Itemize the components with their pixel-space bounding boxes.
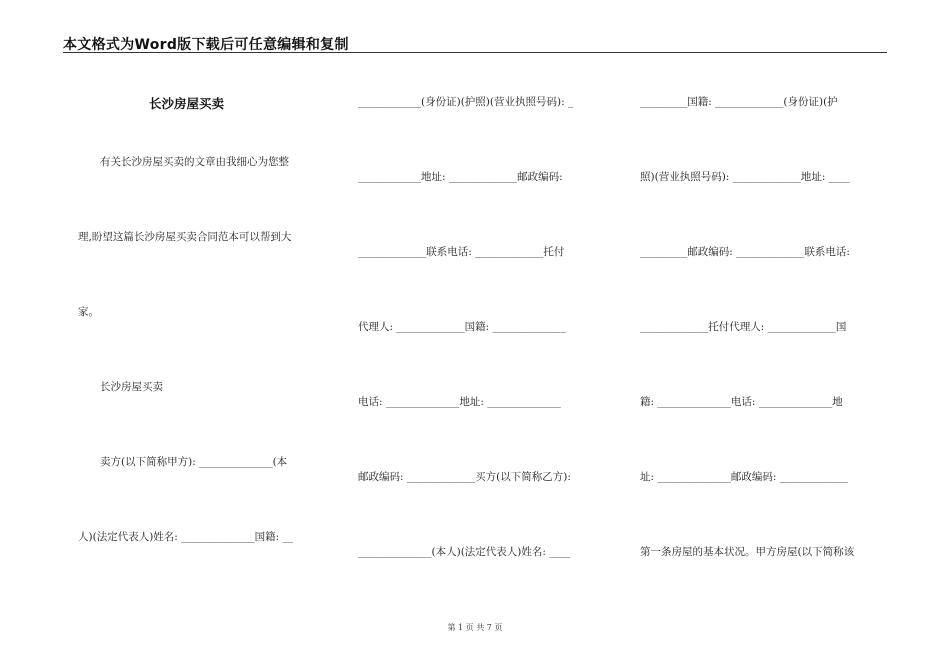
document-title: 长沙房屋买卖 — [149, 96, 225, 111]
paragraph-line: _____________托付代理人: _____________国 — [640, 321, 847, 333]
paragraph-line: ____________地址: _____________邮政编码: — [358, 171, 563, 183]
paragraph-line: _________邮政编码: _____________联系电话: — [640, 246, 850, 258]
paragraph-line: 籍: ______________电话: ______________地 — [640, 396, 843, 408]
paragraph-line: 家。 — [78, 306, 99, 318]
document-banner: 本文格式为Word版下载后可任意编辑和复制 — [63, 37, 349, 53]
section-heading: 长沙房屋买卖 — [100, 381, 163, 393]
paragraph-line: 址: ______________邮政编码: _____________ — [640, 471, 849, 483]
paragraph-line: ____________(身份证)(护照)(营业执照号码): _ — [358, 96, 574, 108]
paragraph-line: 卖方(以下简称甲方): ______________(本 — [100, 456, 288, 468]
paragraph-line: ______________(本人)(法定代表人)姓名: ____ — [358, 546, 571, 558]
paragraph-line: 第一条房屋的基本状况。甲方房屋(以下简称该 — [640, 546, 855, 558]
paragraph-line: 理,盼望这篇长沙房屋买卖合同范本可以帮到大 — [78, 231, 292, 243]
paragraph-line: 有关长沙房屋买卖的文章由我细心为您整 — [100, 156, 289, 168]
paragraph-line: 代理人: _____________国籍: ______________ — [358, 321, 567, 333]
paragraph-line: 照)(营业执照号码): _____________地址: ____ — [640, 171, 850, 183]
header-rule — [63, 52, 887, 53]
paragraph-line: 邮政编码: _____________买方(以下简称乙方): — [358, 471, 571, 483]
paragraph-line: 电话: ______________地址: ______________ — [358, 396, 561, 408]
page-indicator: 第 1 页 共 7 页 — [447, 623, 503, 632]
paragraph-line: _________国籍: _____________(身份证)(护 — [640, 96, 838, 108]
paragraph-line: _____________联系电话: _____________托付 — [358, 246, 565, 258]
paragraph-line: 人)(法定代表人)姓名: ______________国籍: __ — [78, 531, 294, 543]
